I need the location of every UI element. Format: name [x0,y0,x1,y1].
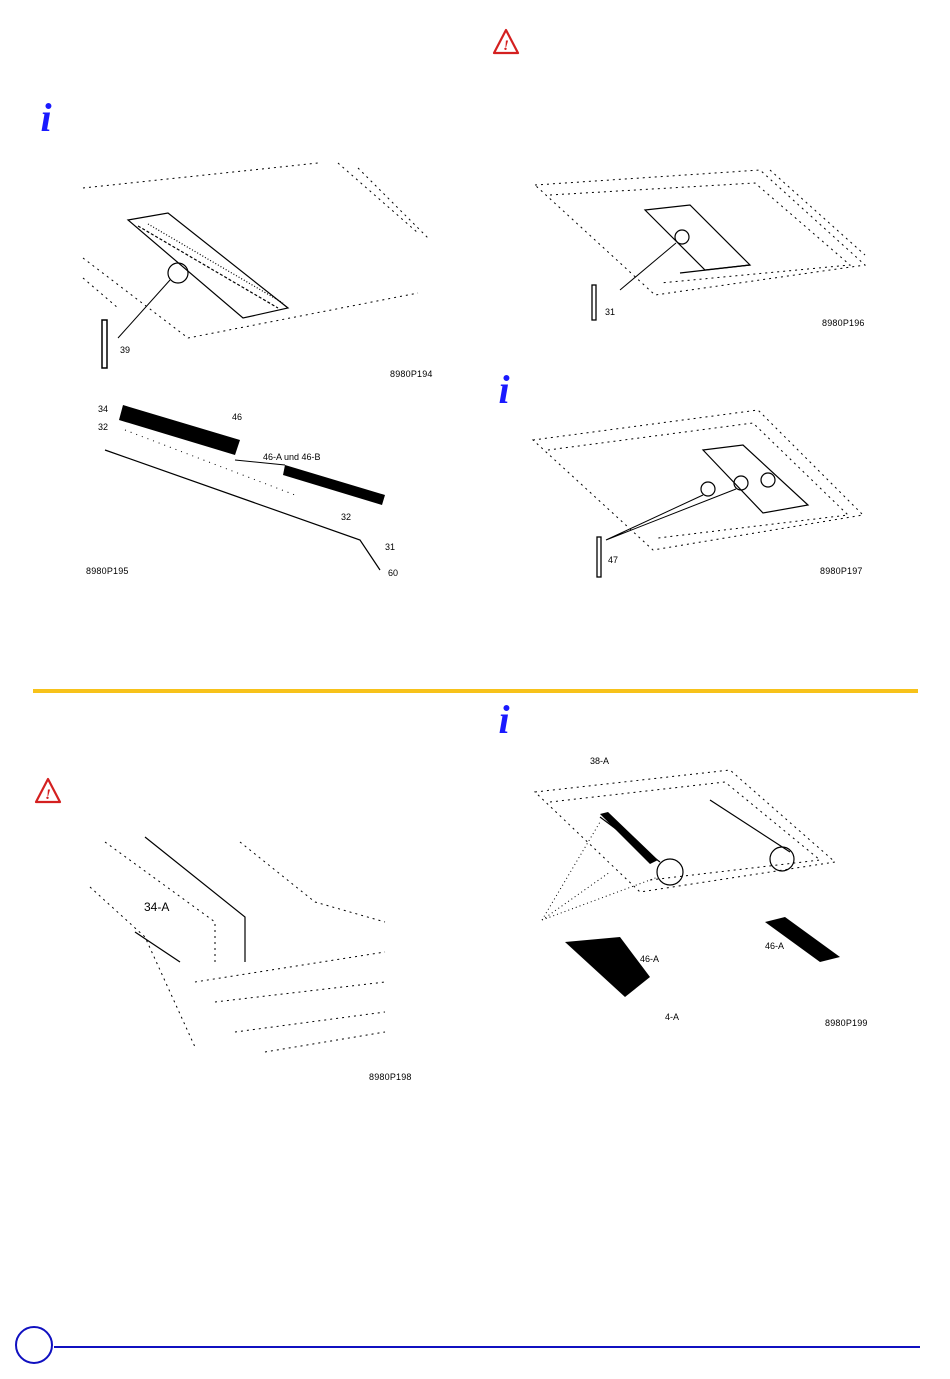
figure-8980p198 [85,832,395,1062]
figure-8980p194 [78,158,440,380]
callout-label: 31 [385,542,396,552]
info-icon: i [498,367,510,412]
callout-label: 34 [98,404,109,414]
figure-caption: 8980P195 [86,566,129,576]
figure-caption: 8980P199 [825,1018,868,1028]
callout-label: 34-A [144,900,170,914]
callout-label: 4-A [665,1012,680,1022]
info-icon: i [40,95,52,140]
figure-caption: 8980P194 [390,369,433,379]
figure-caption: 8980P198 [369,1072,412,1082]
figure-caption: 8980P197 [820,566,863,576]
callout-label: 46-A [765,941,785,951]
callout-label: 46-A [640,954,660,964]
callout-label: 60 [388,568,399,578]
callout-label: 32 [98,422,109,432]
callout-label: 46 [232,412,243,422]
section-divider [33,689,918,693]
figure-8980p197 [528,405,868,580]
callout-label: 31 [605,307,616,317]
svg-text:!: ! [503,38,509,54]
warning-triangle-icon [34,777,62,805]
callout-label: 32 [341,512,352,522]
footer-rule [54,1346,920,1348]
info-icon: i [498,697,510,742]
warning-triangle-icon [492,28,520,56]
callout-label: 47 [608,555,619,565]
figure-8980p195 [95,400,405,580]
callout-label: 39 [120,345,131,355]
callout-label: 46-A und 46-B [263,452,321,462]
figure-8980p196 [530,165,870,325]
callout-label: 38-A [590,756,610,766]
page-number-circle [15,1326,53,1364]
figure-8980p199 [530,752,875,1022]
svg-text:!: ! [45,787,51,803]
figure-caption: 8980P196 [822,318,865,328]
